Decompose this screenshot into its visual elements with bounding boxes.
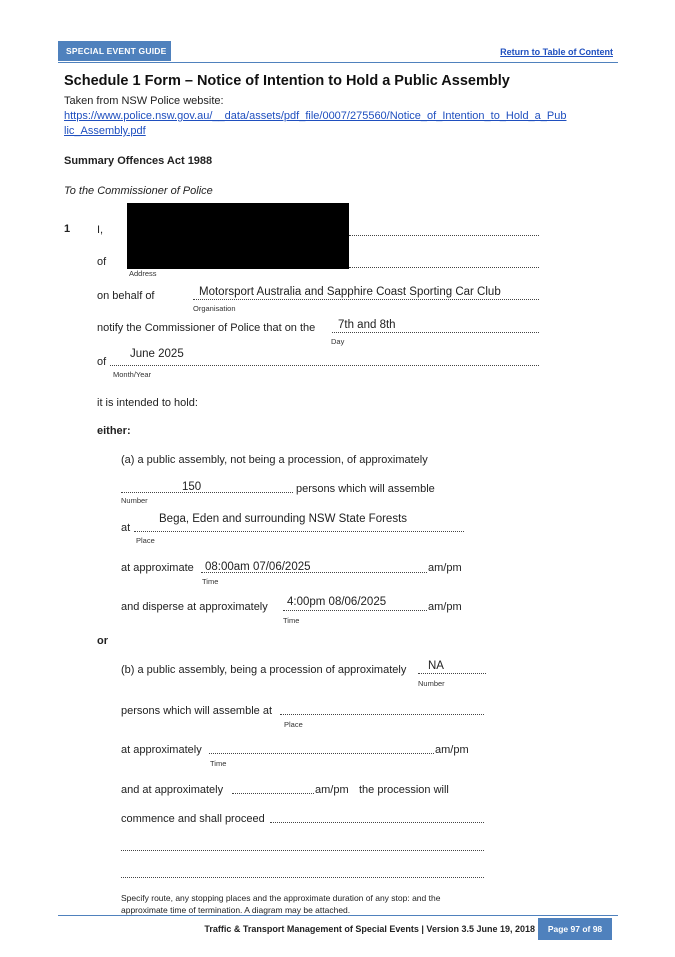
b-persons-text: persons which will assemble at (121, 705, 273, 717)
a-number-caption: Number (121, 496, 148, 505)
b-number-line (418, 673, 486, 674)
section-tab: SPECIAL EVENT GUIDE (58, 41, 171, 61)
b-number-caption: Number (418, 679, 445, 688)
a-place-line (134, 531, 464, 532)
route-line-1[interactable] (270, 822, 484, 823)
name-label: I, (97, 224, 104, 236)
redaction-block (127, 203, 349, 269)
footer-divider (58, 915, 618, 916)
or-heading: or (97, 635, 108, 647)
b-time-line[interactable] (209, 753, 434, 754)
a-persons-text: persons which will assemble (296, 483, 435, 495)
commence-ampm: am/pm (315, 784, 349, 796)
addressee: To the Commissioner of Police (64, 185, 213, 197)
page-number-badge: Page 97 of 98 (538, 918, 612, 940)
return-to-toc-link[interactable]: Return to Table of Content (500, 47, 613, 57)
source-url-link[interactable]: https://www.police.nsw.gov.au/__data/assets/pdf_file/0007/275560/Notice_of_Intention_to_Hold_a_Pub (64, 110, 567, 122)
a-time-line (201, 572, 427, 573)
b-ampm: am/pm (435, 744, 469, 756)
at-label: at (121, 522, 131, 534)
a-place-caption: Place (136, 536, 155, 545)
source-url-link-continued[interactable]: lic_Assembly.pdf (64, 125, 146, 137)
disperse-ampm: am/pm (428, 601, 462, 613)
b-number-value[interactable]: NA (428, 660, 444, 672)
b-place-line[interactable] (280, 714, 484, 715)
month-year-value[interactable]: June 2025 (130, 348, 184, 360)
organisation-value[interactable]: Motorsport Australia and Sapphire Coast Sporting Car Club (199, 286, 501, 298)
commence-label: commence and shall proceed (121, 813, 265, 825)
procession-will-text: the procession will (359, 784, 449, 796)
disperse-time-caption: Time (283, 616, 300, 625)
month-year-caption: Month/Year (113, 370, 152, 379)
a-time-caption: Time (202, 577, 219, 586)
name-line[interactable] (349, 235, 539, 236)
and-at-approximately-label: and at approximately (121, 784, 224, 796)
intended-text: it is intended to hold: (97, 397, 198, 409)
disperse-line (283, 610, 427, 611)
header-divider (58, 62, 618, 63)
a-place-value[interactable]: Bega, Eden and surrounding NSW State Forests (159, 513, 408, 525)
of-month-label: of (97, 356, 107, 368)
address-caption: Address (129, 269, 157, 278)
option-a-text: (a) a public assembly, not being a procession, of approximately (121, 454, 428, 466)
day-line (332, 332, 539, 333)
either-heading: either: (97, 425, 131, 437)
notify-label: notify the Commissioner of Police that on the (97, 322, 316, 334)
on-behalf-label: on behalf of (97, 290, 155, 302)
source-note: Taken from NSW Police website: (64, 95, 224, 107)
route-instruction-line-1: Specify route, any stopping places and the approximate duration of any stop: and the (121, 893, 441, 903)
organisation-caption: Organisation (193, 304, 236, 313)
a-number-line (121, 492, 293, 493)
at-approximate-label: at approximate (121, 562, 194, 574)
month-year-line (110, 365, 539, 366)
a-number-value[interactable]: 150 (182, 481, 202, 493)
route-line-3[interactable] (121, 877, 484, 878)
item-number: 1 (64, 223, 71, 235)
b-place-caption: Place (284, 720, 303, 729)
b-at-approximately-label: at approximately (121, 744, 202, 756)
organisation-line (193, 299, 539, 300)
act-heading: Summary Offences Act 1988 (64, 155, 213, 167)
address-line[interactable] (349, 267, 539, 268)
of-label: of (97, 256, 107, 268)
commence-time-line[interactable] (232, 793, 314, 794)
footer-text: Traffic & Transport Management of Special Events | Version 3.5 June 19, 2018 (204, 924, 535, 934)
disperse-label: and disperse at approximately (121, 601, 268, 613)
day-caption: Day (331, 337, 345, 346)
route-line-2[interactable] (121, 850, 484, 851)
disperse-value[interactable]: 4:00pm 08/06/2025 (287, 596, 387, 608)
option-b-text: (b) a public assembly, being a procession of approximately (121, 664, 407, 676)
a-time-value[interactable]: 08:00am 07/06/2025 (205, 561, 311, 573)
route-instruction-line-2: approximate time of termination. A diagram may be attached. (121, 905, 351, 915)
a-ampm: am/pm (428, 562, 462, 574)
page-title: Schedule 1 Form – Notice of Intention to Hold a Public Assembly (64, 73, 510, 89)
day-value[interactable]: 7th and 8th (338, 319, 396, 331)
b-time-caption: Time (210, 759, 227, 768)
